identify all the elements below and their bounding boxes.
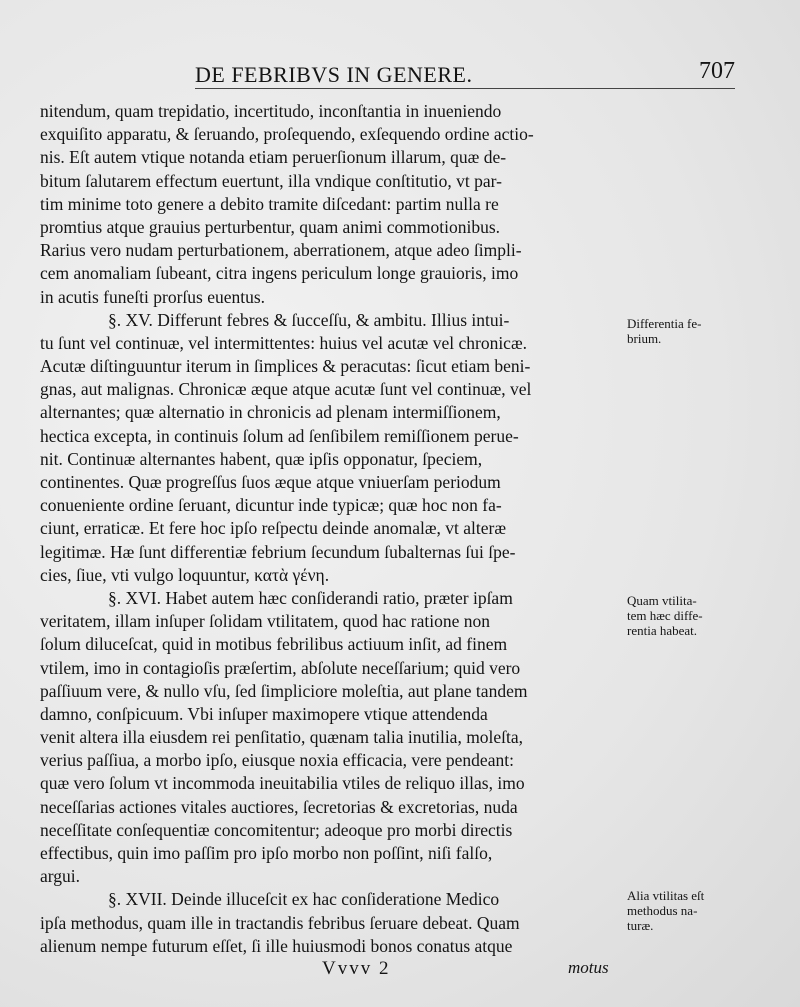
text-line: nitendum, quam trepidatio, incertitudo, inconſtantia in inueniendo	[40, 101, 502, 121]
text-line: verius paſſiua, a morbo ipſo, eiusque noxia efficacia, vere pendeant:	[40, 750, 514, 771]
text-line: alternantes; quæ alternatio in chronicis ad plenam intermiſſionem,	[40, 402, 501, 423]
text-line: cem anomaliam ſubeant, citra ingens periculum longe grauioris, imo	[40, 263, 519, 284]
page-footer	[0, 958, 800, 982]
text-line: legitimæ. Hæ ſunt differentiæ febrium ſecundum ſubalternas ſui ſpe-	[40, 541, 516, 562]
text-line: nit. Continuæ alternantes habent, quæ ipſis opponatur, ſpeciem,	[40, 448, 483, 469]
signature-mark: Vvvv 2	[322, 958, 391, 979]
text-line: veritatem, illam inſuper ſolidam vtilitatem, quod hac ratione non	[40, 611, 491, 632]
running-header	[195, 58, 735, 89]
text-line: ipſa methodus, quam ille in tractandis febribus ſeruare debeat. Quam	[40, 912, 520, 933]
running-title: DE FEBRIBVS IN GENERE.	[195, 62, 473, 87]
main-text-block	[40, 100, 620, 958]
text-line: Rarius vero nudam perturbationem, aberrationem, atque adeo ſimpli-	[40, 240, 522, 261]
text-line: Acutæ diſtinguuntur iterum in ſimplices & peracutas: ſicut etiam beni-	[40, 356, 531, 377]
text-line: cies, ſiue, vti vulgo loquuntur, κατὰ γένη.	[40, 564, 330, 585]
section-heading-line: §. XVII. Deinde illuceſcit ex hac conſideratione Medico	[108, 889, 500, 910]
text-line: bitum ſalutarem effectum euertunt, illa vndique conſtitutio, vt par-	[40, 170, 502, 191]
text-line: exquiſito apparatu, & ſeruando, proſequendo, exſequendo ordine actio-	[40, 124, 534, 145]
catchword: motus	[568, 958, 609, 977]
text-line: alienum nempe futurum eſſet, ſi ille huiusmodi bonos conatus atque	[40, 935, 513, 956]
text-line: argui.	[40, 866, 81, 887]
text-line: venit altera illa eiusdem rei penſitatio, quænam talia inutilia, moleſta,	[40, 727, 524, 748]
text-line: promtius atque grauius perturbentur, quam animi commotionibus.	[40, 216, 501, 237]
margin-note-utilitas: Quam vtilita- tem hæc diffe- rentia habeat.	[627, 593, 703, 638]
text-line: ciunt, erraticæ. Et fere hoc ipſo reſpectu deinde anomalæ, vt alteræ	[40, 518, 507, 539]
text-line: nis. Eſt autem vtique notanda etiam peruerſionum illarum, quæ de-	[40, 147, 507, 168]
text-line: neceſſarias actiones vitales auctiores, ſecretorias & excretorias, nuda	[40, 796, 518, 817]
text-line: neceſſitate conſequentiæ concomitentur; adeoque pro morbi directis	[40, 819, 513, 840]
section-heading-line: §. XV. Differunt febres & ſucceſſu, & ambitu. Illius intui-	[108, 309, 510, 330]
text-line: conueniente ordine ſeruant, dicuntur inde typicæ; quæ hoc non fa-	[40, 495, 502, 516]
text-line: vtilem, imo in contagioſis præſertim, abſolute neceſſarium; quid vero	[40, 657, 521, 678]
text-line: in acutis funeſti prorſus euentus.	[40, 286, 266, 307]
page-number: 707	[699, 58, 735, 84]
text-line: gnas, aut malignas. Chronicæ æque atque acutæ ſunt vel continuæ, vel	[40, 379, 532, 400]
section-heading-line: §. XVI. Habet autem hæc conſiderandi ratio, præter ipſam	[108, 587, 513, 608]
text-line: tim minime toto genere a debito tramite diſcedant: partim nulla re	[40, 193, 499, 214]
text-line: damno, conſpicuum. Vbi inſuper maximopere vtique attendenda	[40, 703, 488, 724]
margin-note-differentia: Differentia fe- brium.	[627, 316, 702, 346]
margin-note-methodus: Alia vtilitas eſt methodus na- turæ.	[627, 888, 705, 933]
text-line: effectibus, quin imo paſſim pro ipſo morbo non poſſint, niſi falſo,	[40, 843, 493, 863]
text-line: tu ſunt vel continuæ, vel intermittentes: huius vel acutæ vel chronicæ.	[40, 332, 527, 353]
text-line: continentes. Quæ progreſſus ſuos æque atque vniuerſam periodum	[40, 472, 501, 492]
text-line: ſolum dilucеſcat, quid in motibus febrilibus actiuum inſit, ad finem	[40, 634, 508, 655]
text-line: hectica excepta, in continuis ſolum ad ſenſibilem remiſſionem perue-	[40, 425, 519, 446]
text-line: quæ vero ſolum vt incommoda ineuitabilia vtiles de reliquo illas, imo	[40, 773, 525, 794]
text-line: paſſiuum vere, & nullo vſu, ſed ſimpliciore moleſtia, aut plane tandem	[40, 680, 528, 701]
